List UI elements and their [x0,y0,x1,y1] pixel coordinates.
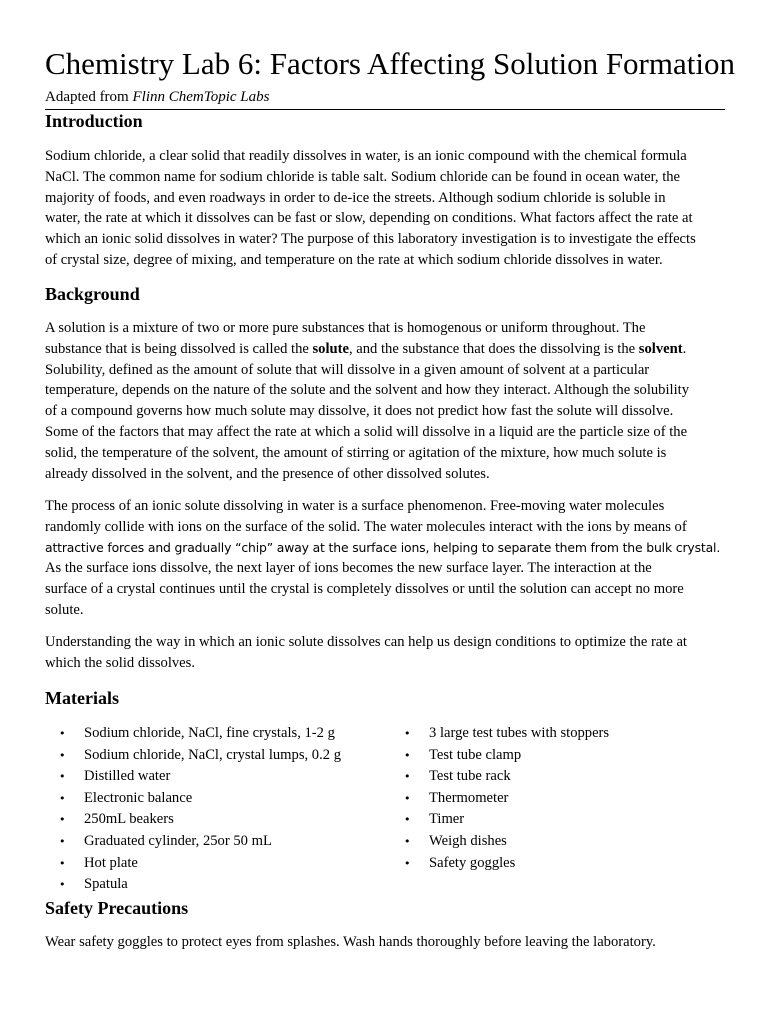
background-line: attractive forces and gradually “chip” away at the surface ions, helping to separate them from the bulk crystal. [45,539,721,555]
list-item [390,745,609,767]
page-title: Chemistry Lab 6: Factors Affecting Solution Formation [45,46,735,81]
list-item [45,745,341,767]
bullet-icon: • [404,813,411,827]
list-item [390,853,609,875]
subtitle [45,87,269,107]
list-item [45,874,341,896]
list-item-label: Timer [429,811,465,828]
background-line: solute. [45,601,84,618]
intro-line: NaCl. The common name for sodium chloride is table salt. Sodium chloride can be found in ocean water, the [45,168,681,185]
background-line: The process of an ionic solute dissolving in water is a surface phenomenon. Free-moving water molecules [45,498,665,514]
list-item [45,831,341,853]
list-item-label: Test tube clamp [429,746,522,763]
list-item-label: Graduated cylinder, 25or 50 mL [84,832,272,849]
bullet-icon: • [404,834,411,848]
background-line: A solution is a mixture of two or more pure substances that is homogenous or uniform throughout. The [45,320,646,336]
list-item-label: Safety goggles [429,854,516,871]
background-line: which the solid dissolves. [45,654,195,671]
list-item [45,766,341,788]
background-line: temperature, depends on the nature of the solute and the solvent and how they interact. Although the solubility [45,382,689,399]
text-run: . [682,340,687,357]
background-line: Some of the factors that may affect the rate at which a solid will dissolve in a liquid are the particle size of the [45,423,688,440]
bullet-icon: • [59,770,66,784]
list-item [390,766,609,788]
bullet-icon: • [59,791,66,805]
introduction-paragraph [45,146,725,271]
background-paragraph-3 [45,632,725,674]
bullet-icon: • [404,770,411,784]
list-item [45,809,341,831]
bullet-icon: • [59,856,66,870]
list-item-label: Spatula [84,876,128,893]
list-item-label: Hot plate [84,854,138,871]
materials-list-left [45,723,341,896]
background-line: randomly collide with ions on the surface of the solid. The water molecules interact with the ions by means of [45,518,687,535]
list-item-label: Sodium chloride, NaCl, crystal lumps, 0.2 g [84,746,341,763]
bullet-icon: • [59,813,66,827]
list-item-label: Sodium chloride, NaCl, fine crystals, 1-2 g [84,725,335,741]
safety-paragraph [45,932,725,953]
background-line: surface of a crystal continues until the crystal is completely dissolves or until the solution can accept no more [45,581,684,598]
background-line: already dissolved in the solvent, and the presence of other dissolved solutes. [45,465,490,482]
background-line: of a compound governs how much solute may dissolve, it does not predict how fast the solute will dissolve. [45,403,674,420]
materials-heading: Materials [45,688,119,708]
subtitle-prefix: Adapted from [45,89,133,105]
term-solvent: solvent [638,340,683,357]
background-line [45,339,725,360]
list-item-label: Weigh dishes [429,832,507,849]
bullet-icon: • [59,727,66,740]
list-item [390,788,609,810]
background-heading: Background [45,284,140,304]
list-item [45,723,341,745]
intro-line: majority of foods, and even roadways in order to de-ice the streets. Although sodium chloride is soluble in [45,189,666,206]
list-item [390,831,609,853]
background-line: solid, the temperature of the solvent, the amount of stirring or agitation of the mixture, how much solute is [45,444,667,461]
list-item [390,723,609,745]
background-line: Understanding the way in which an ionic solute dissolves can help us design conditions to optimize the rate at [45,634,687,650]
list-item-label: 250mL beakers [84,811,174,828]
list-item-label: 3 large test tubes with stoppers [429,725,610,741]
bullet-icon: • [59,878,66,892]
introduction-heading: Introduction [45,111,143,131]
subtitle-source: Flinn ChemTopic Labs [132,89,270,105]
list-item-label: Distilled water [84,768,171,785]
term-solute: solute [312,340,349,357]
bullet-icon: • [404,791,411,805]
list-item [390,809,609,831]
list-item [45,853,341,875]
intro-line: of crystal size, degree of mixing, and temperature on the rate at which sodium chloride dissolves in water. [45,251,663,268]
bullet-icon: • [59,748,66,762]
background-line: Solubility, defined as the amount of solute that will dissolve in a given amount of solvent at a particular [45,361,650,378]
bullet-icon: • [404,727,411,740]
text-run: substance that is being dissolved is called the [45,340,313,357]
intro-line: which an ionic solid dissolves in water? The purpose of this laboratory investigation is to investigate the effects [45,231,696,248]
background-paragraph-2 [45,496,725,621]
list-item [45,788,341,810]
safety-heading: Safety Precautions [45,898,189,918]
bullet-icon: • [404,856,411,870]
list-item-label: Electronic balance [84,789,193,806]
list-item-label: Test tube rack [429,768,511,785]
materials-list-right [390,723,609,874]
safety-line: Wear safety goggles to protect eyes from splashes. Wash hands thoroughly before leaving the laboratory. [45,934,656,950]
list-item-label: Thermometer [429,789,509,806]
background-paragraph-1 [45,318,725,484]
bullet-icon: • [404,748,411,762]
text-run: , and the substance that does the dissolving is the [348,340,639,357]
intro-line: Sodium chloride, a clear solid that readily dissolves in water, is an ionic compound with the chemical formula [45,148,687,164]
intro-line: water, the rate at which it dissolves can be fast or slow, depending on conditions. What factors affect the rate at [45,210,693,227]
title-divider [45,109,725,110]
bullet-icon: • [59,834,66,848]
background-line: As the surface ions dissolve, the next layer of ions becomes the new surface layer. The interaction at the [45,560,652,577]
